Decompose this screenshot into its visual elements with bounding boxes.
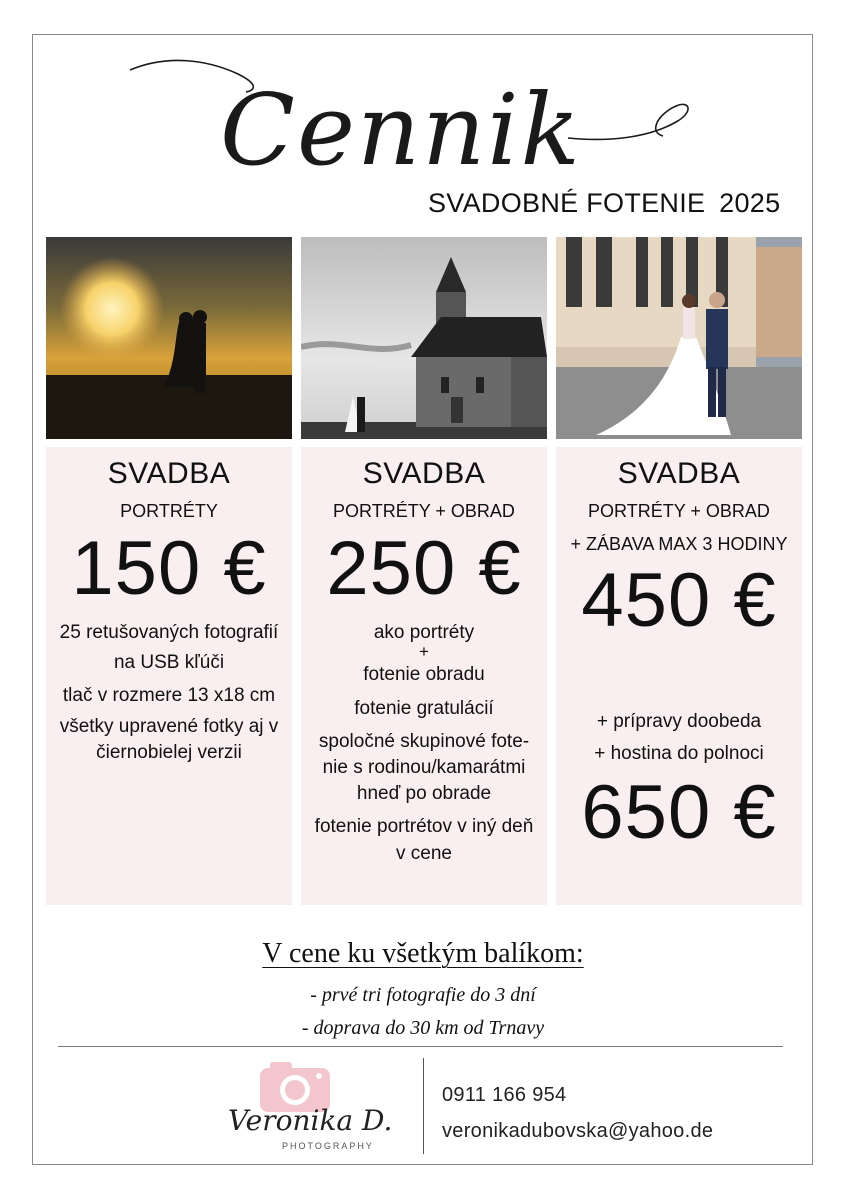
package-feature: ako portréty xyxy=(373,622,475,643)
package-feature: hneď po obrade xyxy=(356,783,492,804)
package-price: 250 € xyxy=(326,526,522,611)
package-name: SVADBA xyxy=(107,457,231,490)
package-portrety-obrad-zabava xyxy=(556,447,802,905)
package-portrety-obrad xyxy=(301,447,547,905)
package-feature: + prípravy doobeda xyxy=(596,711,762,732)
package-feature: spoločné skupinové fote- xyxy=(318,731,530,752)
package-feature: na USB kľúči xyxy=(113,652,225,673)
package-feature: 25 retušovaných fotografií xyxy=(59,622,279,643)
title-text: Cennik xyxy=(220,74,582,182)
package-price: 450 € xyxy=(581,558,777,643)
package-subtitle-extra: + ZÁBAVA MAX 3 HODINY xyxy=(570,534,788,554)
title-cennik xyxy=(128,52,698,182)
logo-tag: PHOTOGRAPHY xyxy=(282,1141,374,1151)
package-feature: fotenie gratulácií xyxy=(354,698,494,719)
package-subtitle: PORTRÉTY xyxy=(120,501,218,521)
logo-veronika-d xyxy=(226,1060,408,1155)
subtitle xyxy=(428,188,780,219)
contact-phone[interactable]: 0911 166 954 xyxy=(442,1084,567,1106)
package-feature: nie s rodinou/kamarátmi xyxy=(322,757,526,778)
subtitle-text: SVADOBNÉ FOTENIE xyxy=(428,188,706,218)
divider-horizontal xyxy=(58,1046,783,1047)
package-feature: + xyxy=(419,642,429,661)
package-feature: čiernobielej verzii xyxy=(96,742,242,763)
logo-name: Veronika D. xyxy=(228,1104,393,1137)
divider-vertical xyxy=(423,1058,424,1154)
package-feature: v cene xyxy=(396,843,452,864)
photo-sunset-couple xyxy=(46,237,292,439)
package-name: SVADBA xyxy=(617,457,741,490)
included-item: - doprava do 30 km od Trnavy xyxy=(301,1017,545,1039)
package-price: 150 € xyxy=(71,526,267,611)
included-heading xyxy=(0,938,846,970)
package-name: SVADBA xyxy=(362,457,486,490)
package-feature: + hostina do polnoci xyxy=(594,743,764,764)
package-subtitle: PORTRÉTY + OBRAD xyxy=(333,501,515,521)
package-subtitle: PORTRÉTY + OBRAD xyxy=(588,501,770,521)
photo-church-couple xyxy=(301,237,547,439)
package-feature: tlač v rozmere 13 x18 cm xyxy=(62,685,276,706)
package-portrety xyxy=(46,447,292,905)
subtitle-year: 2025 xyxy=(719,188,781,218)
photo-street-couple xyxy=(556,237,802,439)
package-feature: fotenie obradu xyxy=(363,664,485,685)
package-price-extended: 650 € xyxy=(581,770,777,855)
contact-email[interactable]: veronikadubovska@yahoo.de xyxy=(442,1120,714,1142)
package-feature: fotenie portrétov v iný deň xyxy=(314,816,534,837)
included-item: - prvé tri fotografie do 3 dní xyxy=(310,984,536,1006)
package-feature: všetky upravené fotky aj v xyxy=(59,716,279,737)
included-heading-text: V cene ku všetkým balíkom: xyxy=(262,938,584,969)
